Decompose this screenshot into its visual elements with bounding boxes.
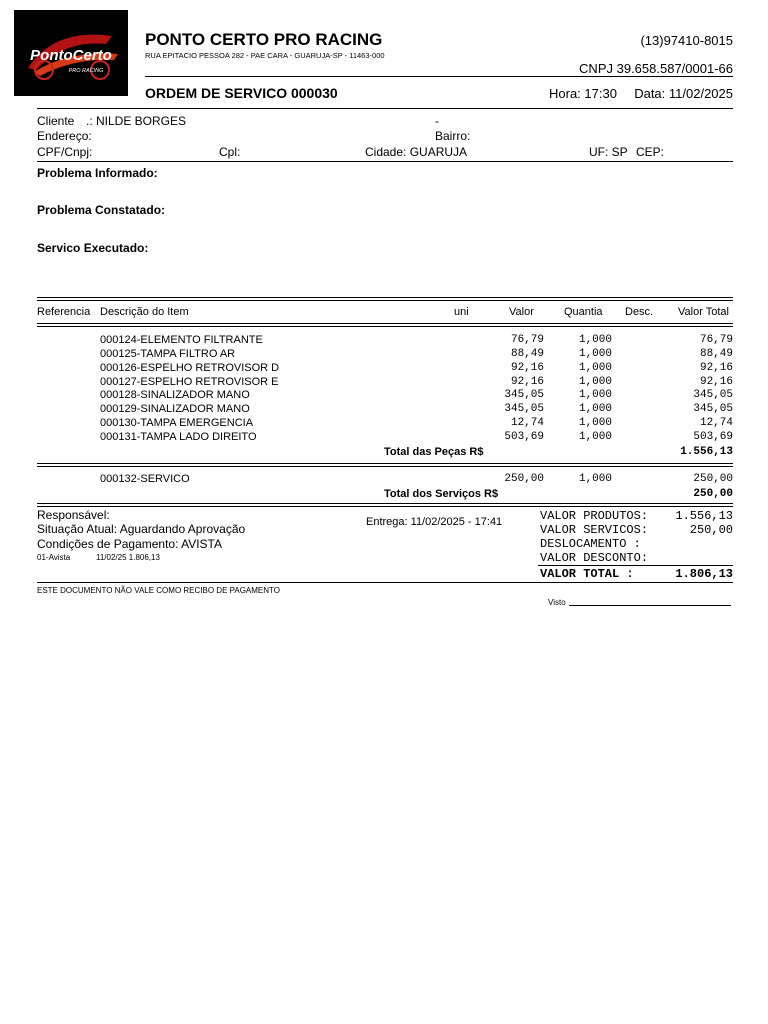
delivery-date: Entrega: 11/02/2025 - 17:41 xyxy=(366,516,503,528)
signature-line xyxy=(569,605,731,606)
divider xyxy=(37,323,733,324)
visto-label: Visto xyxy=(548,598,566,607)
divider xyxy=(37,466,733,467)
company-address: RUA EPITACIO PESSOA 282 - PAE CARA - GUARUJA-SP - 11463-000 xyxy=(145,51,385,60)
item-total: 345,05 xyxy=(693,403,733,415)
deslocamento-label: DESLOCAMENTO : xyxy=(540,537,641,551)
divider xyxy=(37,463,733,464)
divider xyxy=(37,582,733,583)
cpl-label: Cpl: xyxy=(219,145,241,159)
item-value: 88,49 xyxy=(510,348,544,360)
problema-constatado-label: Problema Constatado: xyxy=(37,203,166,217)
item-description: 000126-ESPELHO RETROVISOR D xyxy=(100,362,280,374)
item-quantity: 1,000 xyxy=(578,376,612,388)
valor-produtos-label: VALOR PRODUTOS: xyxy=(540,509,649,523)
item-value: 345,05 xyxy=(504,389,544,401)
client-label: Cliente xyxy=(37,114,75,128)
svg-text:PontoCerto: PontoCerto xyxy=(30,47,112,64)
divider xyxy=(37,300,733,301)
valor-total-label: VALOR TOTAL : xyxy=(540,567,634,581)
item-total: 345,05 xyxy=(693,389,733,401)
total-pecas-label: Total das Peças R$ xyxy=(384,446,484,458)
item-value: 503,69 xyxy=(504,431,544,443)
total-pecas-value: 1.556,13 xyxy=(680,446,733,458)
service-quantity: 1,000 xyxy=(578,473,612,485)
item-value: 92,16 xyxy=(510,376,544,388)
item-value: 76,79 xyxy=(510,334,544,346)
item-total: 76,79 xyxy=(699,334,733,346)
valor-total-value: 1.806,13 xyxy=(675,567,733,581)
company-name: PONTO CERTO PRO RACING xyxy=(145,30,383,49)
payment-conditions: Condições de Pagamento: AVISTA xyxy=(37,537,222,551)
address-label: Endereço: xyxy=(37,129,92,143)
service-total: 250,00 xyxy=(693,473,733,485)
service-value: 250,00 xyxy=(504,473,544,485)
valor-servicos-label: VALOR SERVICOS: xyxy=(540,523,649,537)
item-total: 12,74 xyxy=(699,417,733,429)
item-value: 345,05 xyxy=(504,403,544,415)
company-logo xyxy=(14,10,128,96)
company-cnpj: CNPJ 39.658.587/0001-66 xyxy=(579,61,733,76)
client-name: .: NILDE BORGES xyxy=(86,114,187,128)
col-header-uni: uni xyxy=(454,306,469,318)
item-description: 000130-TAMPA EMERGENCIA xyxy=(100,417,254,429)
cpf-label: CPF/Cnpj: xyxy=(37,145,93,159)
divider xyxy=(37,503,733,504)
valor-produtos-value: 1.556,13 xyxy=(675,509,733,523)
item-total: 503,69 xyxy=(693,431,733,443)
order-title: ORDEM DE SERVICO 000030 xyxy=(145,85,338,101)
situacao-status: Situação Atual: Aguardando Aprovação xyxy=(37,522,246,536)
responsavel-label: Responsável: xyxy=(37,508,110,522)
total-servicos-label: Total dos Serviços R$ xyxy=(384,488,499,500)
col-header-quantia: Quantia xyxy=(564,306,603,318)
valor-desconto-label: VALOR DESCONTO: xyxy=(540,551,649,565)
item-value: 12,74 xyxy=(510,417,544,429)
svg-text:PRO RACING: PRO RACING xyxy=(68,68,104,74)
divider xyxy=(37,161,733,162)
order-time: Hora: 17:30 xyxy=(549,86,617,101)
col-header-descricao: Descrição do Item xyxy=(100,306,189,318)
item-description: 000131-TAMPA LADO DIREITO xyxy=(100,431,257,443)
item-quantity: 1,000 xyxy=(578,334,612,346)
bairro-label: Bairro: xyxy=(435,129,471,143)
item-total: 92,16 xyxy=(699,376,733,388)
item-description: 000124-ELEMENTO FILTRANTE xyxy=(100,334,263,346)
installment-type: 01-Avista xyxy=(37,553,71,562)
divider xyxy=(37,506,733,507)
item-description: 000127-ESPELHO RETROVISOR E xyxy=(100,376,279,388)
divider xyxy=(37,297,733,298)
item-description: 000128-SINALIZADOR MANO xyxy=(100,389,250,401)
item-description: 000125-TAMPA FILTRO AR xyxy=(100,348,236,360)
client-dash: - xyxy=(435,114,439,128)
divider xyxy=(37,108,733,109)
col-header-valor: Valor xyxy=(509,306,534,318)
item-quantity: 1,000 xyxy=(578,417,612,429)
disclaimer: ESTE DOCUMENTO NÃO VALE COMO RECIBO DE PAGAMENTO xyxy=(37,586,280,595)
item-quantity: 1,000 xyxy=(578,431,612,443)
cep-label: CEP: xyxy=(636,145,665,159)
col-header-desc: Desc. xyxy=(625,306,654,318)
total-divider xyxy=(538,565,733,566)
item-quantity: 1,000 xyxy=(578,348,612,360)
uf: UF: SP xyxy=(589,145,628,159)
company-phone: (13)97410-8015 xyxy=(640,33,733,48)
col-header-valor-total: Valor Total xyxy=(678,306,729,318)
item-description: 000129-SINALIZADOR MANO xyxy=(100,403,250,415)
item-quantity: 1,000 xyxy=(578,389,612,401)
order-date: Data: 11/02/2025 xyxy=(634,86,733,101)
divider xyxy=(37,326,733,327)
installment-info: 11/02/25 1.806,13 xyxy=(96,553,160,562)
valor-servicos-value: 250,00 xyxy=(689,523,733,537)
servico-executado-label: Servico Executado: xyxy=(37,241,149,255)
header-divider xyxy=(145,76,733,77)
city: Cidade: GUARUJA xyxy=(365,145,468,159)
item-total: 92,16 xyxy=(699,362,733,374)
col-header-referencia: Referencia xyxy=(37,306,91,318)
service-description: 000132-SERVICO xyxy=(100,473,190,485)
item-quantity: 1,000 xyxy=(578,362,612,374)
problema-informado-label: Problema Informado: xyxy=(37,166,158,180)
total-servicos-value: 250,00 xyxy=(693,488,733,500)
item-total: 88,49 xyxy=(699,348,733,360)
item-quantity: 1,000 xyxy=(578,403,612,415)
item-value: 92,16 xyxy=(510,362,544,374)
